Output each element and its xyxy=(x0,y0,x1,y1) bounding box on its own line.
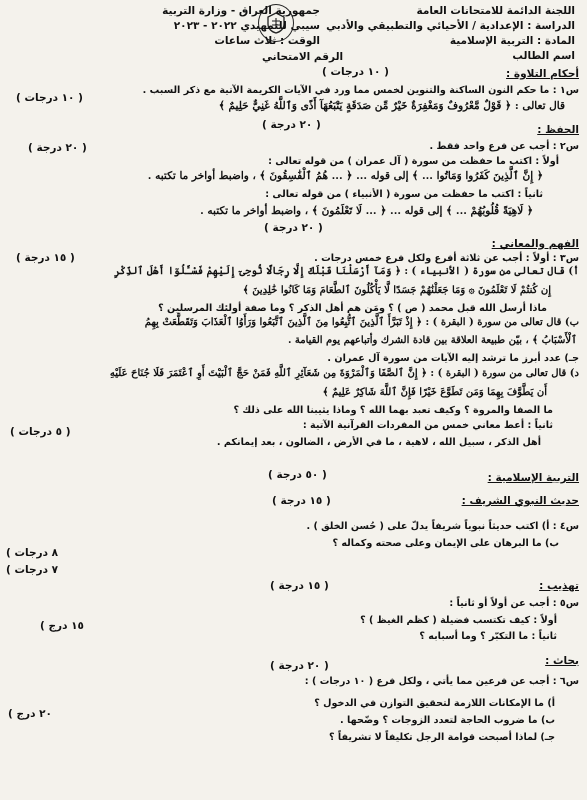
question-3-a-ask: ماذا أرسل الله قبل محمد ( ص ) ؟ ومَن هم أهل الذكر ؟ وما صفة أولئك المرسلين ؟ xyxy=(158,303,547,314)
question-1-marks: ( ١٠ درجات ) xyxy=(16,92,83,104)
question-2-part-1-verse: ﴿ إِنَّ ٱلَّذِينَ كَفَرُوا وَمَاتُوا ... ﴾ إلى قوله ... ﴿ ... هُمُ ٱلْفَٰسِقُونَ ﴾ ، واضبط أواخر ما تكتبه . xyxy=(147,170,543,182)
question-5-first: أولاً : كيف تكتسب فضيلة ( كظم الغيظ ) ؟ xyxy=(360,615,557,626)
question-6-a: أ) ما الإمكانات اللازمة لتحقيق التوازن في الدخول ؟ xyxy=(314,698,555,709)
question-3-b: ب) قال تعالى من سورة ( البقرة ) : ﴿ إِذْ تَبَرَّأَ ٱلَّذِينَ ٱتُّبِعُوا مِنَ ٱلَّذِينَ ٱتَّبَعُوا وَرَأَوُا ٱلْعَذَابَ وَتَقَطَّعَتْ بِهِمُ xyxy=(144,317,579,328)
section-points-fahm: ( ٢٠ درجة ) xyxy=(264,222,323,234)
section-points-tilawa: ( ١٠ درجات ) xyxy=(322,66,389,78)
header-subject: المادة : التربية الإسلامية xyxy=(449,35,575,47)
question-1: س١ : ما حكم النون الساكنة والتنوين لخمس مما ورد في الآيات الكريمة الآتية مع ذكر السبب . xyxy=(142,85,579,96)
section-points-hadith: ( ١٥ درجة ) xyxy=(272,495,331,507)
header-study: الدراسة : الإعدادية / الأحيائي والتطبيقي والأدبي xyxy=(326,20,575,32)
section-title-fahm: الفهم والمعاني : xyxy=(491,238,579,250)
question-3-second: ثانياً : أعط معاني خمس من المفردات القرآنية الآتية : xyxy=(302,420,553,431)
question-3: س٣ : أولاً : أجب عن ثلاثة أفرع ولكل فرع خمس درجات . xyxy=(314,253,579,264)
header-exam-number: الرقم الامتحاني xyxy=(262,51,344,63)
question-1-verse: قال تعالى : ﴿ قَوْلٌ مَّعْرُوفٌ وَمَغْفِرَةٌ خَيْرٌ مِّن صَدَقَةٍ يَتْبَعُهَآ أَذًى وَٱللَّهُ غَنِيٌّ حَلِيمٌ ﴾ xyxy=(218,100,565,112)
section-points-hifz: ( ٢٠ درجة ) xyxy=(262,119,321,131)
question-3-d: د) قال تعالى من سورة ( البقرة ) : ﴿ إِنَّ ٱلصَّفَا وَٱلْمَرْوَةَ مِن شَعَآئِرِ ٱللَّهِ فَمَنْ حَجَّ ٱلْبَيْتَ أَوِ ٱعْتَمَرَ فَلَا جُنَاحَ عَلَيْهِ xyxy=(109,368,579,379)
question-4-b: ب) ما البرهان على الإيمان وعلى صحته وكماله ؟ xyxy=(332,538,559,549)
section-points-tahdhib: ( ١٥ درجة ) xyxy=(270,580,329,592)
question-2: س٢ : أجب عن فرع واحد فقط . xyxy=(429,141,579,152)
section-title-tahdhib: تهذيب : xyxy=(539,580,579,592)
question-2-part-2-verse: ﴿ لَاهِيَةً قُلُوبُهُمْ ... ﴾ إلى قوله ... ﴿ ... لَا تَعْلَمُونَ ﴾ ، واضبط أواخر ما تكتبه . xyxy=(200,205,533,217)
section-title-hifz: الحفظ : xyxy=(537,124,579,136)
question-2-marks: ( ٢٠ درجة ) xyxy=(28,142,87,154)
header-right xyxy=(326,4,575,64)
question-6: س٦ : أجب عن فرعين مما يأتي ، ولكل فرع ( ١٠ درجات ) : xyxy=(304,676,579,687)
question-5: س٥ : أجب عن أولاً أو ثانياً : xyxy=(449,598,579,609)
question-3-second-marks: ( ٥ درجات ) xyxy=(10,426,71,438)
header-republic: جمهورية العراق - وزارة التربية xyxy=(162,5,320,17)
header-student-name: اسم الطالب xyxy=(512,50,575,62)
question-3-a: أ) قال تعالى من سورة ( الأنبياء ) : ﴿ وَمَآ أَرْسَلْنَا قَبْلَكَ إِلَّا رِجَالًا نُّوحِىٓ إِلَيْهِمْ فَسْـَٔلُوٓا أَهْلَ ٱلذِّكْرِ xyxy=(114,266,579,277)
section-title-abhath: بحاث : xyxy=(545,655,579,667)
question-3-d-ask: ما الصفا والمروة ؟ وكيف تعبد بهما الله ؟ وماذا يثيبنا الله على ذلك ؟ xyxy=(233,405,553,416)
header-session: سيبي للتمهيدي ٢٠٢٢ - ٢٠٢٣ xyxy=(173,20,320,32)
section-title-tarbiya: التربية الإسلامية : xyxy=(487,472,579,484)
question-6-b: ب) ما ضروب الحاجة لتعدد الزوجات ؟ وضّحها . xyxy=(340,715,555,726)
header-time: الوقت : ثلاث ساعات xyxy=(214,35,320,47)
header-left xyxy=(162,4,320,49)
question-3-c: جـ) عدد أبرز ما ترشد إليه الآيات من سورة آل عمران . xyxy=(327,353,579,364)
question-5-marks: ( ١٥ درج xyxy=(40,620,84,632)
section-points-tarbiya: ( ٥٠ درجة ) xyxy=(268,469,327,481)
question-3-d-verse: أَن يَطَّوَّفَ بِهِمَا وَمَن تَطَوَّعَ خَيْرًا فَإِنَّ ٱللَّهَ شَاكِرٌ عَلِيمٌ ﴾ xyxy=(322,387,547,398)
question-2-part-2: ثانياً : اكتب ما حفظت من سورة ( الأنبياء ) من قوله تعالى : xyxy=(265,189,543,200)
question-3-vocabulary: أهل الذكر ، سبيل الله ، لاهية ، ما في الأرض ، الضالون ، بعد إيمانكم . xyxy=(216,437,541,448)
question-4-a-marks: ( ٨ درجات xyxy=(6,547,59,559)
question-3-marks: ( ١٥ درجة ) xyxy=(16,252,75,264)
question-4-a: س٤ : أ) اكتب حديثاً نبوياً شريفاً يدلّ على ( حُسن الخلق ) . xyxy=(306,521,579,532)
question-5-second: ثانياً : ما التكبّر ؟ وما أسبابه ؟ xyxy=(419,631,557,642)
section-title-hadith: حديث النبوي الشريف : xyxy=(461,495,579,507)
question-6-c: جـ) لماذا أصبحت قوامة الرجل تكليفاً لا تشريفاً ؟ xyxy=(328,732,555,743)
question-4-b-marks: ( ٧ درجات xyxy=(6,564,59,576)
question-6-marks: ( ٢٠ درج xyxy=(8,708,52,720)
question-3-a-verse: إِن كُنتُمْ لَا تَعْلَمُونَ ۞ وَمَا جَعَلْنَٰهُمْ جَسَدًا لَّا يَأْكُلُونَ ٱلطَّعَامَ وَمَا كَانُوا خَٰلِدِينَ ﴾ xyxy=(242,285,551,296)
section-points-abhath: ( ٢٠ درجة ) xyxy=(270,660,329,672)
question-2-part-1: أولاً : اكتب ما حفظت من سورة ( آل عمران ) من قوله تعالى : xyxy=(268,156,559,167)
section-title-tilawa: أحكام التلاوة : xyxy=(506,68,579,80)
question-3-b-ask: ٱلْأَسْبَابُ ﴾ ، بيّن طبيعة العلاقة بين قادة الشرك وأتباعهم يوم القيامة . xyxy=(287,335,577,346)
header-committee: اللجنة الدائمة للامتحانات العامة xyxy=(416,5,575,17)
